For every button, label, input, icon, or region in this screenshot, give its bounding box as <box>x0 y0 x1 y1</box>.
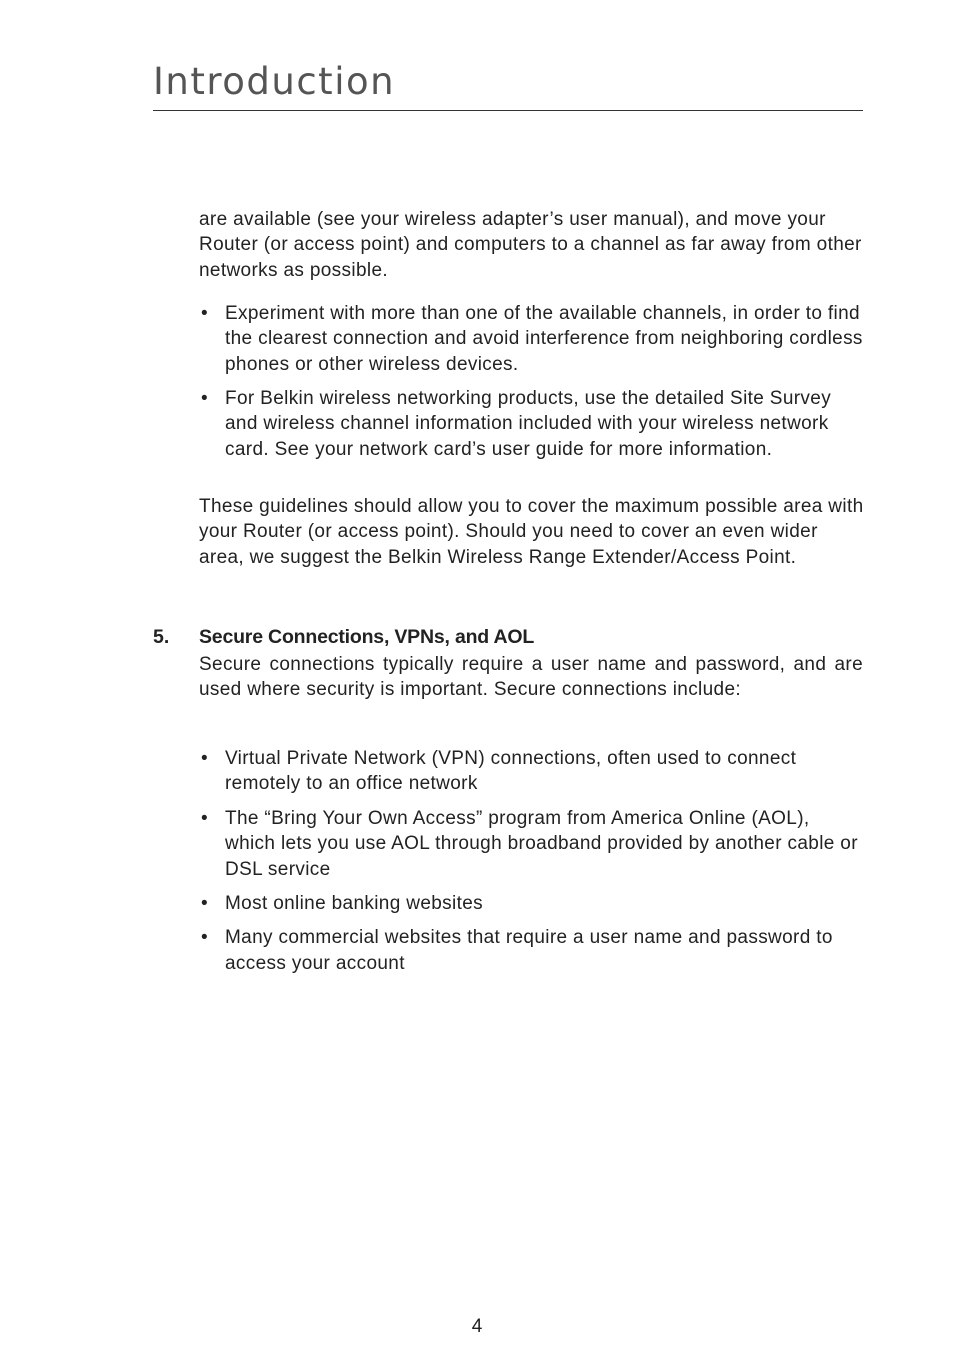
list-item <box>199 746 865 797</box>
list-item-text: Virtual Private Network (VPN) connections, often used to connect remotely to an office network <box>225 748 797 795</box>
page-title: Introduction <box>153 60 396 103</box>
section-heading: Secure Connections, VPNs, and AOL <box>199 626 535 648</box>
list-item-text: The “Bring Your Own Access” program from America Online (AOL), which lets you use AOL through broadband provided by another cable or DSL service <box>225 807 858 880</box>
guidelines-paragraph: These guidelines should allow you to cover the maximum possible area with your Router (or access point). Should you need to cover an even wider area, we suggest the Belkin Wireless Range Extender/Access Point. <box>199 496 864 568</box>
list-item <box>199 386 865 462</box>
list-item <box>199 891 865 916</box>
secure-connections-list <box>199 746 865 976</box>
header-divider <box>153 110 863 111</box>
list-item-text: Many commercial websites that require a user name and password to access your account <box>225 927 833 974</box>
bullet-icon: • <box>201 807 209 829</box>
list-item <box>199 806 865 882</box>
bullet-icon: • <box>201 387 209 409</box>
intro-paragraph: are available (see your wireless adapter’s user manual), and move your Router (or access point) and computers to a channel as far away from other networks as possible. <box>199 209 862 281</box>
page-number: 4 <box>471 1316 483 1337</box>
bullet-icon: • <box>201 893 209 915</box>
bullet-icon: • <box>201 303 209 324</box>
bullet-icon: • <box>201 927 209 949</box>
list-item-text: Most online banking websites <box>225 893 483 915</box>
list-item-text: Experiment with more than one of the available channels, in order to find the clearest connection and avoid interference from neighboring cordless phones or other wireless devices. <box>225 303 863 375</box>
list-item-text: For Belkin wireless networking products, use the detailed Site Survey and wireless channel information included with your wireless network card. See your network card’s user guide for more information. <box>225 387 832 460</box>
section-description: Secure connections typically require a user name and password, and are used where security is important. Secure connections include: <box>199 654 863 701</box>
channel-tips-list <box>199 301 865 462</box>
list-item <box>199 301 865 377</box>
bullet-icon: • <box>201 748 209 769</box>
list-item <box>199 925 865 976</box>
section-number: 5. <box>153 626 170 648</box>
